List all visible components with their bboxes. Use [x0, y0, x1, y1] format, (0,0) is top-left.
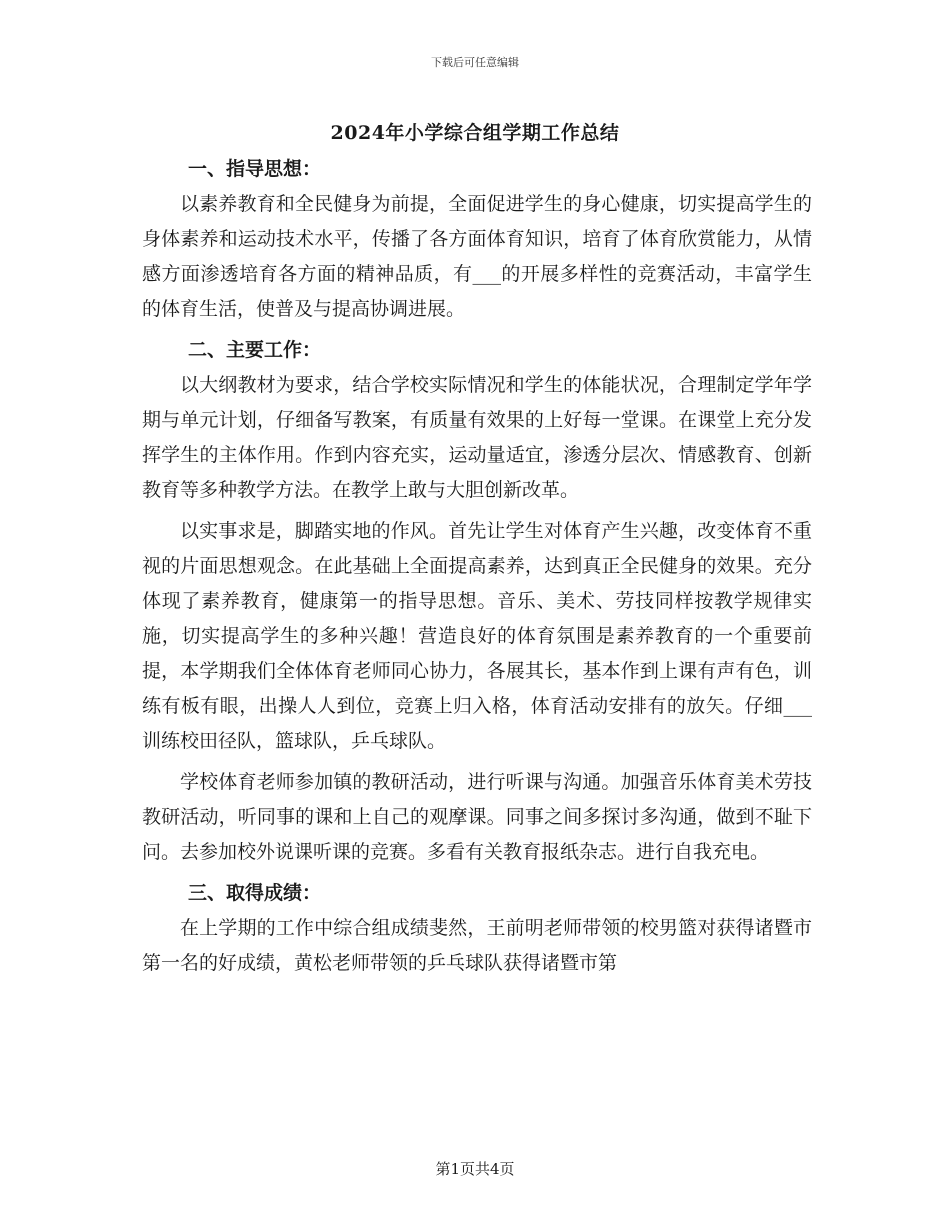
paragraph: 以素养教育和全民健身为前提，全面促进学生的身心健康，切实提高学生的身体素养和运动技术水平，传播了各方面体育知识，培育了体育欣赏能力，从情感方面渗透培育各方面的精神品质，有___的开展多样性的竞赛活动，丰富学生的体育生活，使普及与提高协调进展。	[142, 193, 812, 320]
section-heading: 三、取得成绩：	[188, 882, 322, 904]
paragraph: 在上学期的工作中综合组成绩斐然，王前明老师带领的校男篮对获得诸暨市第一名的好成绩，黄松老师带领的乒乓球队获得诸暨市第	[142, 917, 812, 974]
section-heading: 一、指导思想：	[188, 158, 322, 180]
paragraph: 以大纲教材为要求，结合学校实际情况和学生的体能状况，合理制定学年学期与单元计划，仔细备写教案，有质量有效果的上好每一堂课。在课堂上充分发挥学生的主体作用。作到内容充实，运动量适宜，渗透分层次、情感教育、创新教育等多种教学方法。在教学上敢与大胆创新改革。	[142, 374, 812, 501]
document-body	[142, 152, 812, 981]
header-note: 下载后可任意编辑	[431, 56, 519, 69]
document-title: 2024年小学综合组学期工作总结	[330, 122, 620, 144]
paragraph: 以实事求是，脚踏实地的作风。首先让学生对体育产生兴趣，改变体育不重视的片面思想观念。在此基础上全面提高素养，达到真正全民健身的效果。充分体现了素养教育，健康第一的指导思想。音乐、美术、劳技同样按教学规律实施，切实提高学生的多种兴趣！营造良好的体育氛围是素养教育的一个重要前提，本学期我们全体体育老师同心协力，各展其长，基本作到上课有声有色，训练有板有眼，出操人人到位，竞赛上归入格，体育活动安排有的放矢。仔细___训练校田径队，篮球队，乒乓球队。	[142, 520, 812, 752]
section-heading: 二、主要工作：	[188, 339, 322, 361]
page-number: 第1页共4页	[435, 1160, 515, 1178]
paragraph: 学校体育老师参加镇的教研活动，进行听课与沟通。加强音乐体育美术劳技教研活动，听同事的课和上自己的观摩课。同事之间多探讨多沟通，做到不耻下问。去参加校外说课听课的竞赛。多看有关教育报纸杂志。进行自我充电。	[142, 771, 812, 863]
